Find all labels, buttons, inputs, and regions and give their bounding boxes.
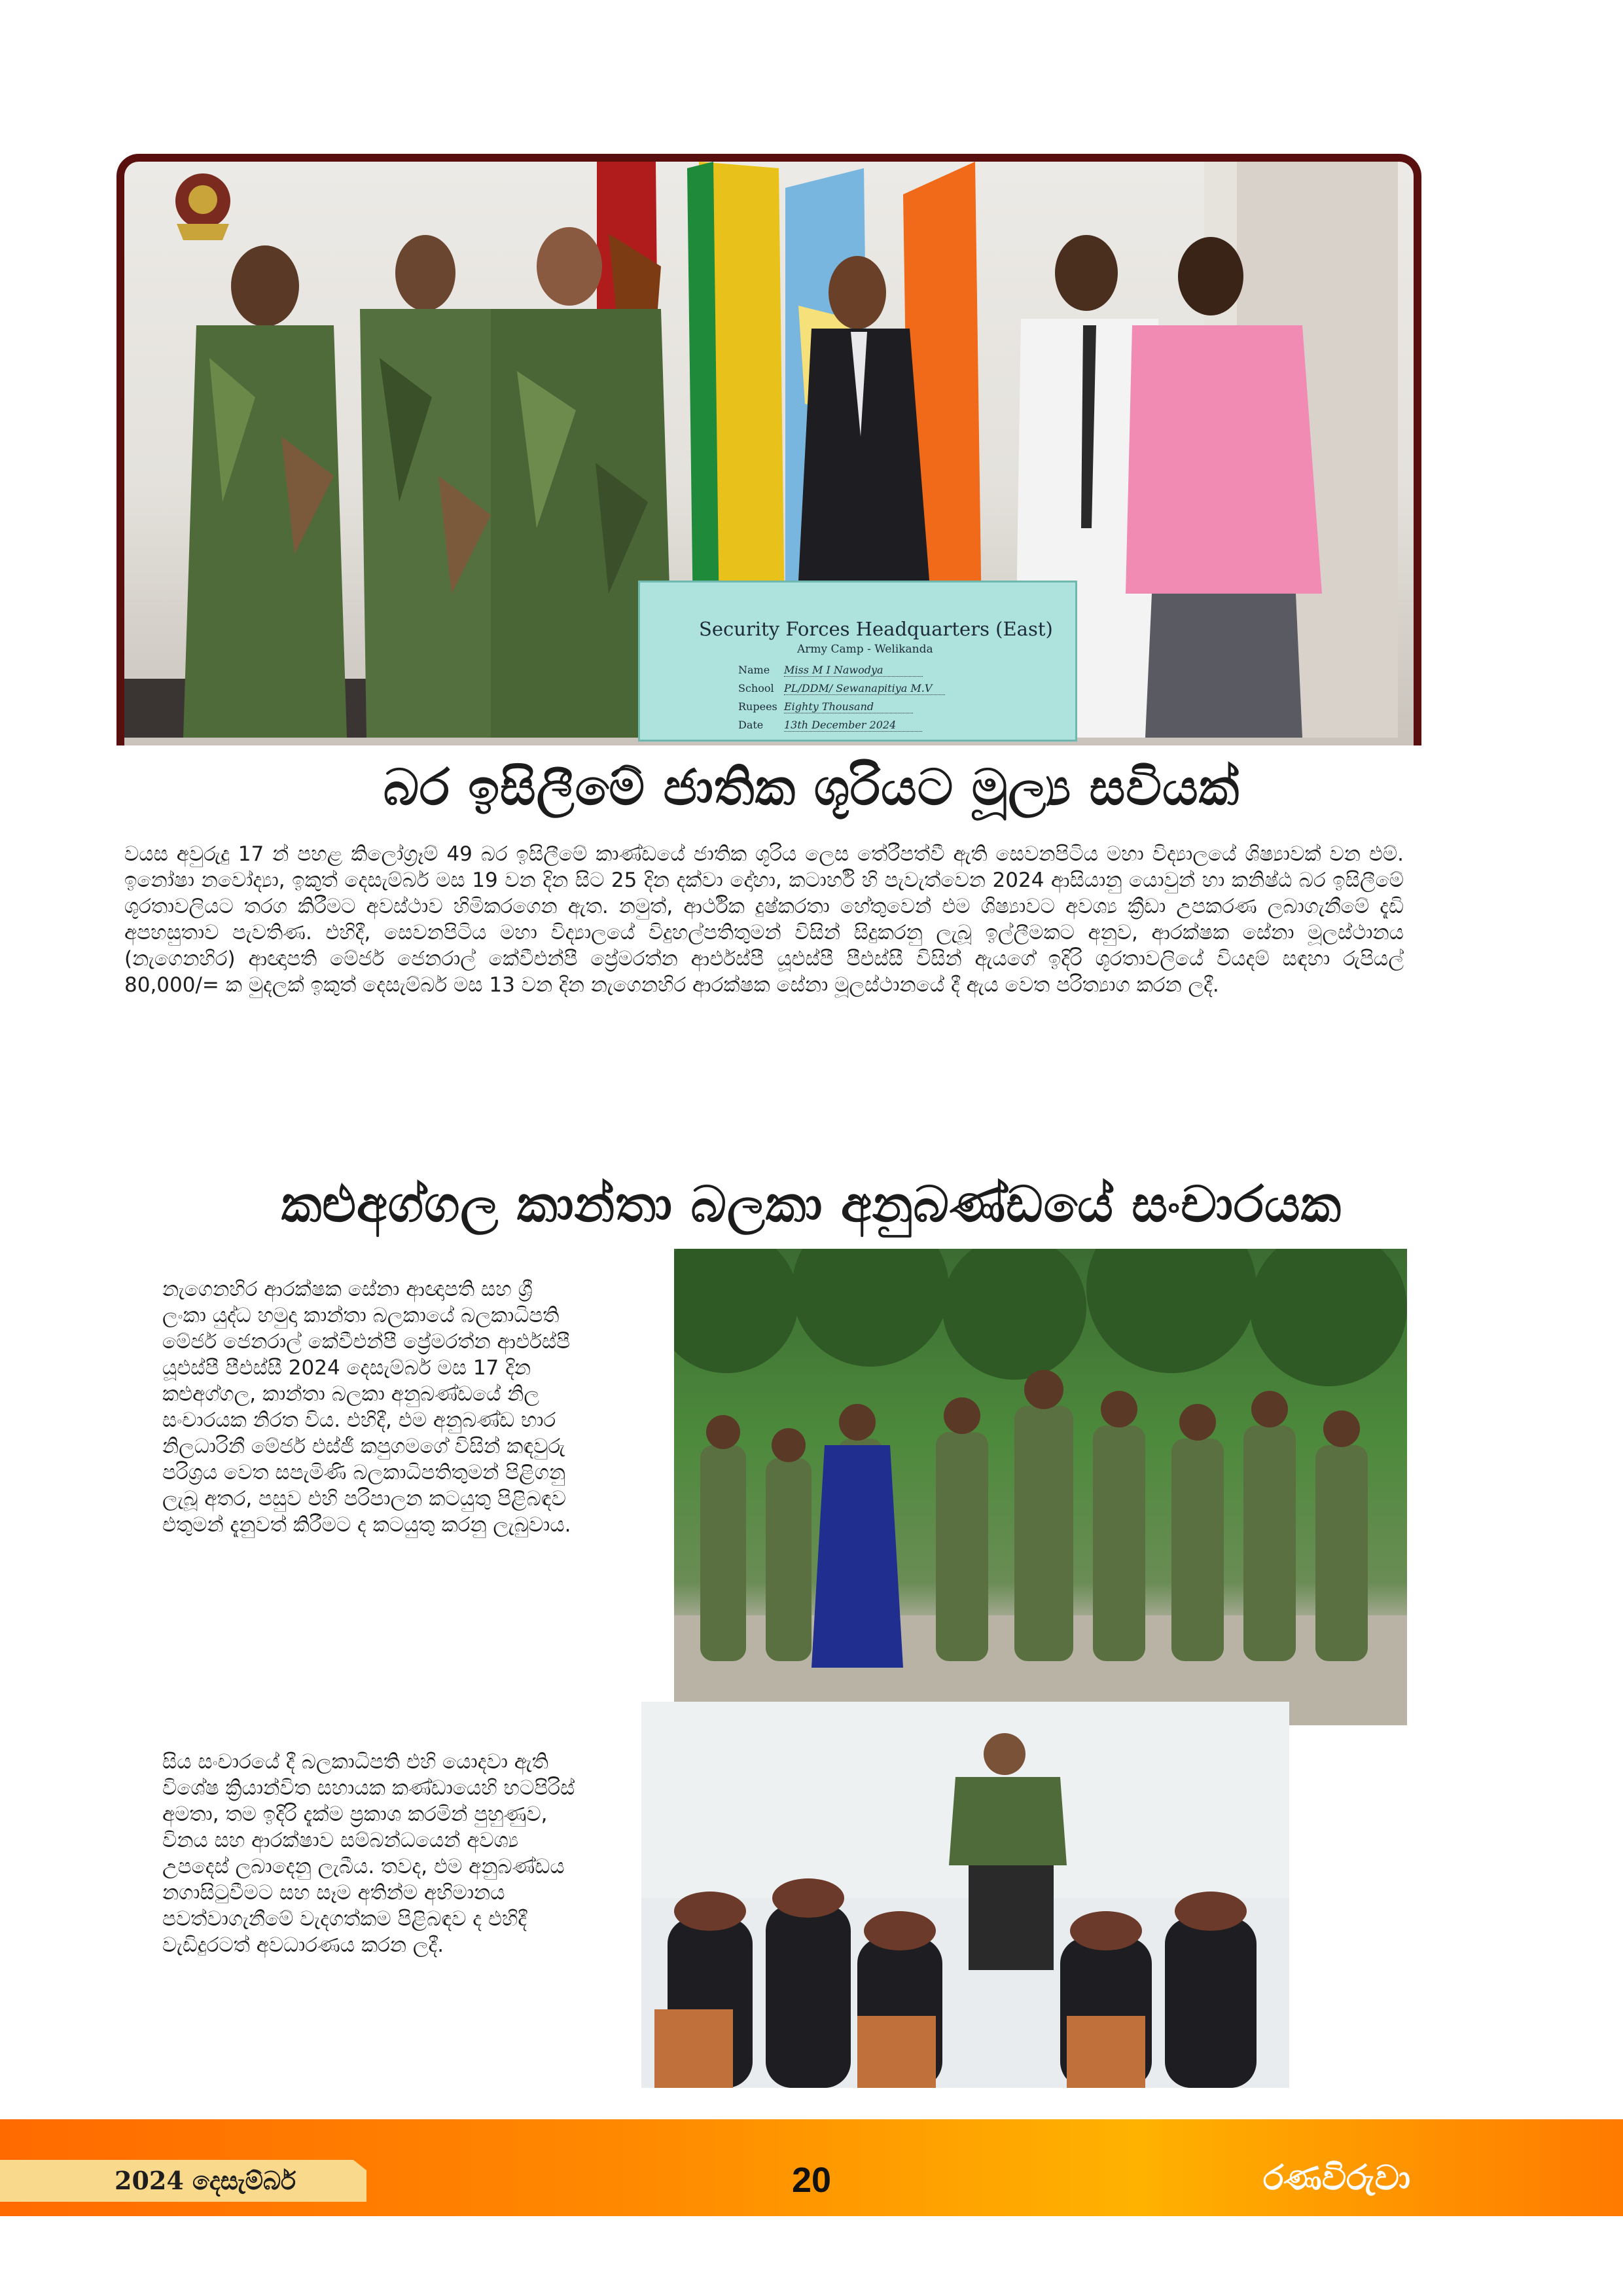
footer-date: 2024 දෙසැම්බර් xyxy=(115,2166,296,2195)
cheque-rupees-value: Eighty Thousand xyxy=(784,700,913,713)
parade-illustration xyxy=(674,1249,1407,1725)
article2-body-p2: සිය සංචාරයේ දී බලකාධිපති එහි යොදවා ඇති විශේෂ ක්‍රියාන්විත සහායක කණ්ඩායෙහි භටපිරිස් අමතා, තම ඉදිරි දැක්ම ප්‍රකාශ කරමින් පුහුණුව, විනය සහ ආරක්ෂාව සම්බන්ධයෙන් අවශ්‍ය උපදෙස් ලබාදෙනු ලැබීය. තවද, එම අනුබණ්ඩය නගාසිටුවීමට සහ සෑම අතින්ම අභිමානය පවත්වාගැනීමේ වැදගත්කම පිළිබඳව ද එහිදී වැඩිදුරටත් අවධාරණය කරන ලදී. xyxy=(162,1750,575,1957)
civilian-dress xyxy=(812,1445,903,1668)
address-illustration xyxy=(641,1702,1289,2088)
weightlifter-donation-photo xyxy=(116,154,1421,745)
cheque-name-label: Name xyxy=(738,664,770,676)
magazine-brand: රණවිරුවා xyxy=(1263,2159,1411,2198)
speaker xyxy=(949,1777,1067,1865)
army-emblem-icon xyxy=(175,173,230,240)
officer-1 xyxy=(183,245,347,738)
parade-photo xyxy=(674,1249,1407,1725)
article2-body-p1: නැගෙනහිර ආරක්ෂක සේනා ආඥාපති සහ ශ්‍රී ලංකා යුද්ධ හමුදා කාන්තා බලකායේ බලකාධිපති මේජර් ජෙනරාල් කේවීඑන්පී ප්‍රේමරත්න ආර්එස්පී යූඑස්පී පීඑස්සී 2024 දෙසැම්බර් මස 17 දින කළුඅග්ගල, කාන්තා බලකා අනුබණ්ඩයේ නිල සංචාරයක නිරත විය. එහිදී, එම අනුබණ්ඩ භාර නිලධාරිනී මේජර් එස්ජී කපුගමගේ විසින් කඳවුරු පරිශ්‍රය වෙත සපැමිණි බලකාධිපතිතුමන් පිළිගනු ලැබූ අතර, පසුව එහි පරිපාලන කටයුතු පිළිබඳව එතුමන් දැනුවත් කිරීමට ද කටයුතු කරනු ලැබුවාය. xyxy=(162,1278,571,1537)
cheque-subtitle: Army Camp - Welikanda xyxy=(797,643,933,656)
cheque-name-value: Miss M I Nawodya xyxy=(784,664,923,677)
cheque-date-value: 13th December 2024 xyxy=(784,719,922,732)
article2-headline: කළුඅග්ගල කාන්තා බලකා අනුබණ්ඩයේ සංචාරයක xyxy=(281,1175,1342,1233)
address-photo xyxy=(641,1702,1289,2088)
article1-headline: බර ඉසිලීමේ ජාතික ශූරියට මූල්‍ය සවියක් xyxy=(383,758,1240,816)
cheque-board xyxy=(638,581,1077,742)
article1-body: වයස අවුරුදු 17 න් පහළ කිලෝග්‍රෑම් 49 බර ඉසිලීමේ කාණ්ඩයේ ජාතික ශූරිය ලෙස තේරීපත්වී ඇති සෙවනපිටිය මහා විද්‍යාලයේ ශිෂ්‍යාවක් වන එම්. ඉනෝෂා නවෝද්‍යා, ඉකුත් දෙසැම්බර් මස 19 වන දින සිට 25 දින දක්වා දෝහා, කටාර්හි හි පැවැත්වෙන 2024 ආසියානු යොවුන් හා කනිෂ්ඨ බර ඉසිලීමේ ශූරතාවලියට තරග කිරීමට අවස්ථාව හිමිකරගෙන ඇත. නමුත්, ආර්ථික දුෂ්කරතා හේතුවෙන් එම ශිෂ්‍යාවට අවශ්‍ය ක්‍රීඩා උපකරණ ලබාගැනීමේ දැඩි අපහසුතාව පැවතිණ. එහිදී, සෙවනපිටිය මහා විද්‍යාලයේ විදුහල්පතිතුමන් විසින් සිදුකරනු ලැබූ ඉල්ලීමකට අනුව, ආරක්ෂක සේනා මූලස්ථානය (නැගෙනහිර) ආඥාපති මේජර් ජෙනරාල් කේවීඑන්පී ප්‍රේමරත්න ආර්එස්පී යූඑස්පී පීඑස්සී විසින් ඇයගේ ඉදිරි ශූරතාවලියේ වියදම් සඳහා රුපියල් 80,000/= ක මුදලක් ඉකුත් දෙසැම්බර් මස 13 වන දින නැගෙනහිර ආරක්ෂක සේනා මූලස්ථානයේ දී ඇය වෙත පරිත්‍යාග කරන ලදී. xyxy=(124,842,1404,997)
page-number: 20 xyxy=(791,2161,832,2200)
officer-2 xyxy=(360,235,504,738)
cheque-rupees-label: Rupees xyxy=(738,700,777,713)
cheque-date-label: Date xyxy=(738,719,764,731)
cheque-title: Security Forces Headquarters (East) xyxy=(699,618,1053,640)
cheque-school-label: School xyxy=(738,682,774,694)
cheque-school-value: PL/DDM/ Sewanapitiya M.V xyxy=(784,682,945,695)
